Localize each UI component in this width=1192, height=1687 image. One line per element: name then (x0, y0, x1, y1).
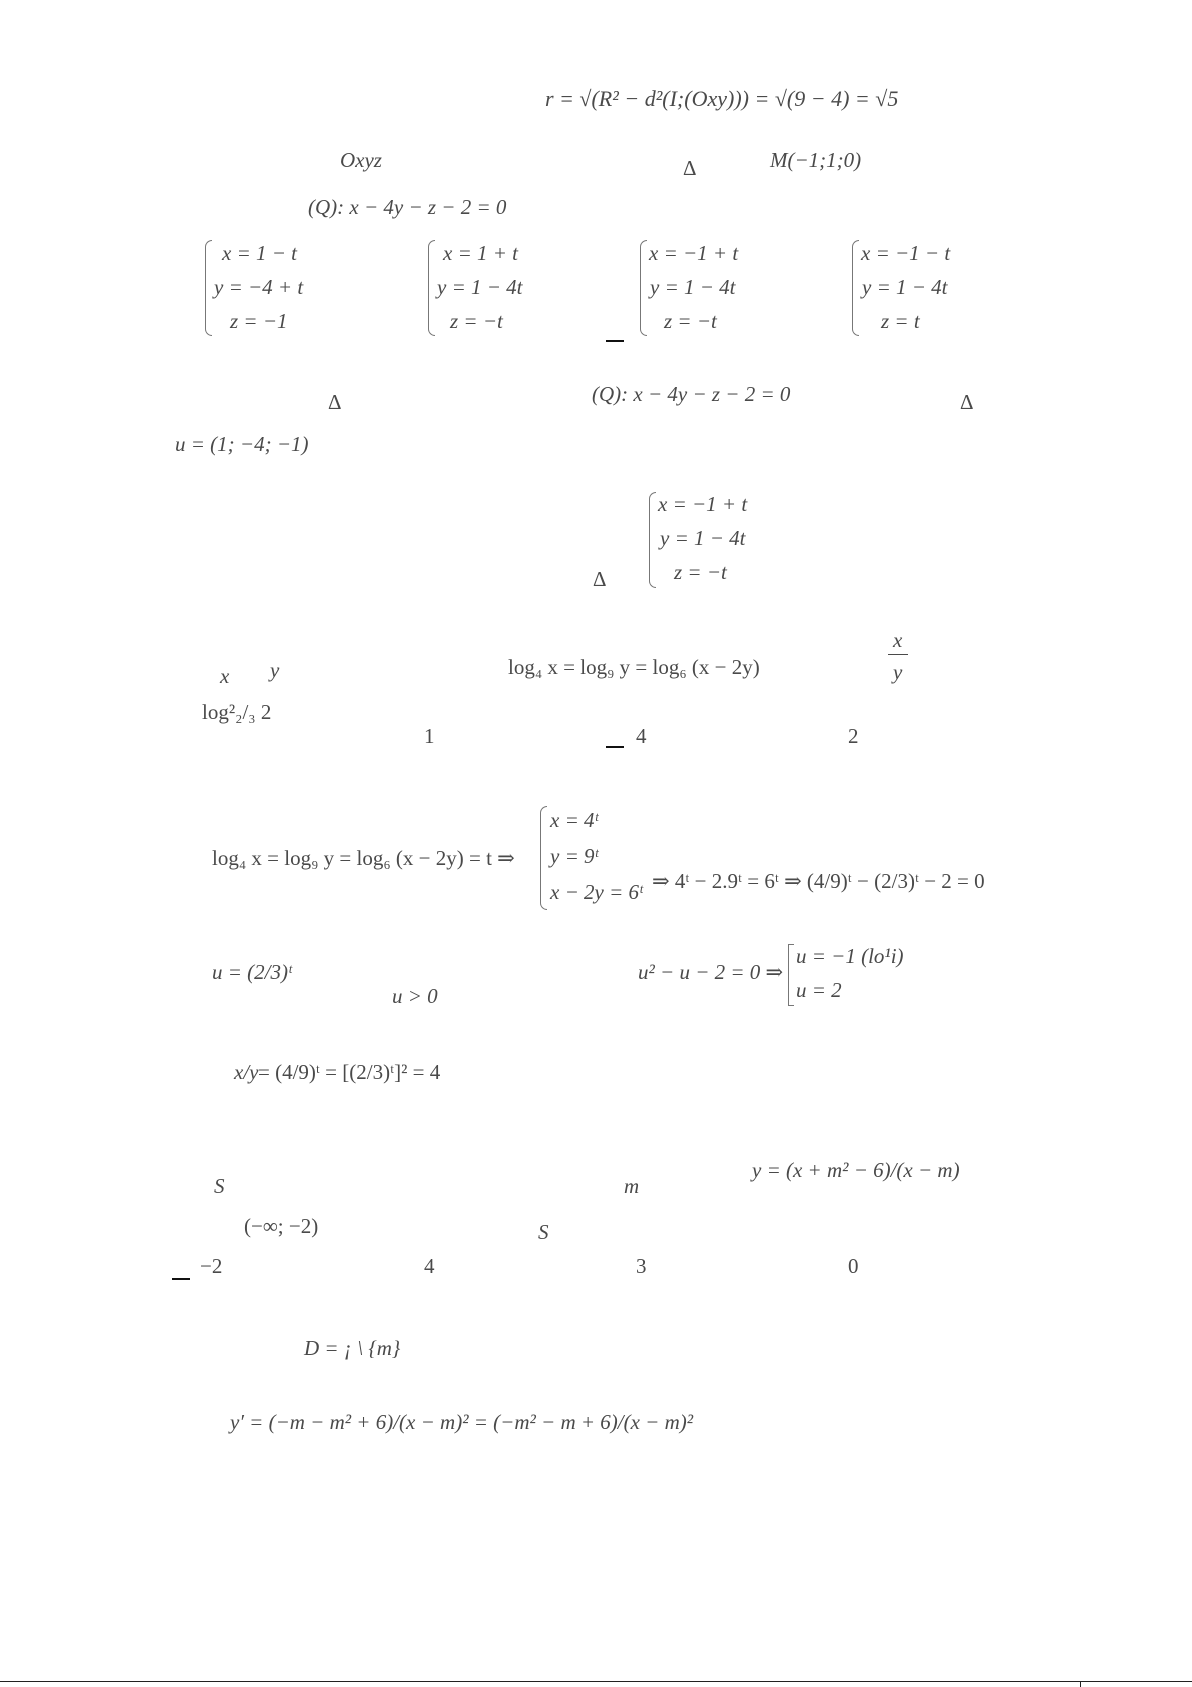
solution-delta-b: Δ (960, 390, 974, 414)
answer-marker-c (606, 340, 624, 342)
point-m: M(−1;1;0) (770, 148, 862, 172)
solution-delta-c: Δ (593, 567, 607, 591)
answer-marker-q3 (172, 1278, 190, 1280)
option-b-line3: z = −t (450, 309, 503, 333)
root-1: u = −1 (lo¹i) (796, 944, 904, 968)
solution-log-line: log₄ x = log₉ y = log₆ (x − 2y) = t ⇒ (212, 846, 515, 870)
solution-delta-a: Δ (328, 390, 342, 414)
var-x: x (220, 664, 230, 688)
option-d-line1: x = −1 − t (861, 241, 951, 265)
solution-exp-equation: ⇒ 4ᵗ − 2.9ᵗ = 6ᵗ ⇒ (4/9)ᵗ − (2/3)ᵗ − 2 = 0 (652, 869, 985, 893)
exp-line3: x − 2y = 6ᵗ (550, 880, 643, 904)
param-m: m (624, 1174, 640, 1198)
option-c-line1: x = −1 + t (649, 241, 739, 265)
option-b-line2: y = 1 − 4t (437, 275, 523, 299)
q3-option-d[interactable]: 0 (848, 1254, 859, 1278)
solution-plane: (Q): x − 4y − z − 2 = 0 (592, 382, 791, 406)
option-d-line2: y = 1 − 4t (862, 275, 948, 299)
q2-option-b[interactable]: 1 (424, 724, 435, 748)
quadratic: u² − u − 2 = 0 ⇒ (638, 960, 784, 984)
result-line3: z = −t (674, 560, 727, 584)
option-c-line3: z = −t (664, 309, 717, 333)
derivative: y′ = (−m − m² + 6)/(x − m)² = (−m² − m + 6)/(x − m)² (230, 1410, 694, 1434)
log-equation: log₄ x = log₉ y = log₆ (x − 2y) (508, 655, 760, 679)
option-a-line1: x = 1 − t (222, 241, 297, 265)
plane-q: (Q): x − 4y − z − 2 = 0 (308, 195, 507, 219)
ratio-bar (888, 654, 908, 655)
exp-line1: x = 4ᵗ (550, 808, 599, 832)
root-2: u = 2 (796, 978, 842, 1002)
final-lhs: x/y (234, 1060, 259, 1084)
radius-formula: r = √(R² − d²(I;(Oxy))) = √(9 − 4) = √5 (545, 86, 899, 111)
domain: D = ¡ \ {m} (304, 1336, 401, 1360)
answer-marker-q2 (606, 746, 624, 748)
result-line2: y = 1 − 4t (660, 526, 746, 550)
q2-option-c[interactable]: 4 (636, 724, 647, 748)
direction-vector: u = (1; −4; −1) (175, 432, 309, 456)
result-line1: x = −1 + t (658, 492, 748, 516)
roots-bracket (788, 944, 794, 1006)
footer-corner-mark (1080, 1681, 1089, 1687)
option-a-line2: y = −4 + t (214, 275, 304, 299)
set-s-2: S (538, 1220, 549, 1244)
set-s: S (214, 1174, 225, 1198)
var-y: y (270, 658, 280, 682)
q3-option-c[interactable]: 3 (636, 1254, 647, 1278)
ratio-numerator: x (893, 628, 903, 652)
option-c-line2: y = 1 − 4t (650, 275, 736, 299)
q2-option-d[interactable]: 2 (848, 724, 859, 748)
q2-option-a[interactable]: log²₂/₃ 2 (202, 700, 272, 724)
option-a-line3: z = −1 (230, 309, 288, 333)
page-footer-line (0, 1681, 1192, 1682)
interval: (−∞; −2) (244, 1214, 319, 1238)
q3-option-a[interactable]: −2 (200, 1254, 223, 1278)
line-delta: Δ (683, 156, 697, 180)
q3-option-b[interactable]: 4 (424, 1254, 435, 1278)
coordinate-system: Oxyz (340, 148, 382, 172)
ratio-denominator: y (893, 660, 903, 684)
option-d-line3: z = t (881, 309, 920, 333)
exp-line2: y = 9ᵗ (550, 844, 599, 868)
u-condition: u > 0 (392, 984, 438, 1008)
option-b-line1: x = 1 + t (443, 241, 518, 265)
substitution: u = (2/3)ᵗ (212, 960, 292, 984)
rational-function: y = (x + m² − 6)/(x − m) (752, 1158, 960, 1182)
final-rhs: = (4/9)ᵗ = [(2/3)ᵗ]² = 4 (258, 1060, 441, 1084)
